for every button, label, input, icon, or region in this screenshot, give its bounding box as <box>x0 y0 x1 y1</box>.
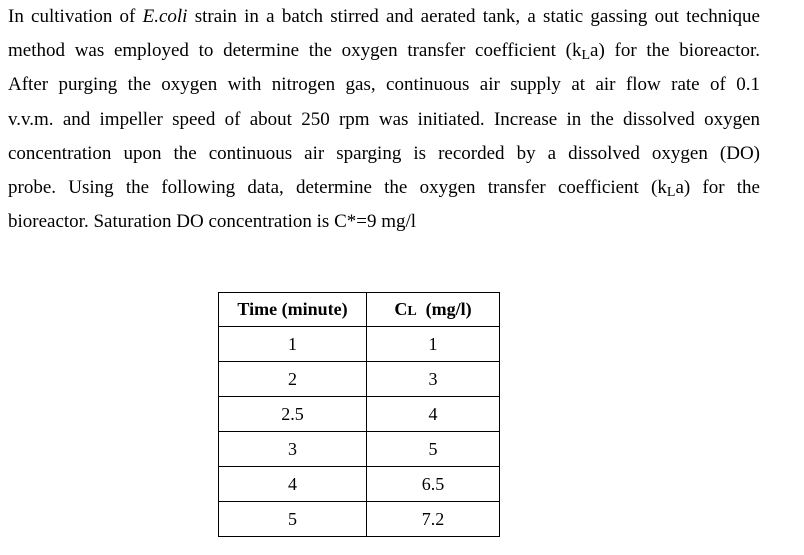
cell-concentration: 3 <box>367 362 500 397</box>
table-row <box>219 397 500 432</box>
text-segment: strain in a batch stirred and aerated tank, a static gassing out technique <box>187 6 760 27</box>
cell-concentration: 5 <box>367 432 500 467</box>
text-segment: a) for the <box>675 177 760 198</box>
text-segment: C <box>394 299 408 319</box>
table-row <box>219 362 500 397</box>
cell-time: 4 <box>219 467 367 502</box>
data-table <box>218 292 500 537</box>
header-time: Time (minute) <box>219 293 367 327</box>
text-segment: method was employed to determine the oxygen transfer coefficient (k <box>8 40 582 62</box>
cell-time: 5 <box>219 502 367 537</box>
text-segment: probe. Using the following data, determine the oxygen transfer coefficient (k <box>8 177 667 198</box>
problem-line-3: After purging the oxygen with nitrogen gas, continuous air supply at air flow rate of 0.1 <box>8 74 760 96</box>
problem-line-6 <box>8 171 760 205</box>
table-header-row <box>219 293 500 327</box>
problem-line-2 <box>8 34 760 68</box>
cell-concentration: 6.5 <box>367 467 500 502</box>
table-row <box>219 467 500 502</box>
text-segment: (mg/l) <box>416 299 472 319</box>
organism-name: E.coli <box>142 6 188 27</box>
problem-line-1 <box>8 0 760 34</box>
table-row <box>219 327 500 362</box>
problem-line-5: concentration upon the continuous air sparging is recorded by a dissolved oxygen (DO) <box>8 142 760 164</box>
cell-time: 2 <box>219 362 367 397</box>
problem-line-4: v.v.m. and impeller speed of about 250 rpm was initiated. Increase in the dissolved oxygen <box>8 108 760 130</box>
text-segment: a) for the bioreactor. <box>590 40 760 62</box>
problem-line-7: bioreactor. Saturation DO concentration is C*=9 mg/l <box>8 211 417 233</box>
cell-time: 1 <box>219 327 367 362</box>
table-row <box>219 432 500 467</box>
subscript: L <box>581 48 591 64</box>
cell-time: 2.5 <box>219 397 367 432</box>
cell-concentration: 7.2 <box>367 502 500 537</box>
table-row <box>219 502 500 537</box>
header-concentration <box>367 293 500 327</box>
cell-time: 3 <box>219 432 367 467</box>
subscript: L <box>666 185 676 200</box>
text-segment: In cultivation of <box>8 6 143 27</box>
cell-concentration: 1 <box>367 327 500 362</box>
cell-concentration: 4 <box>367 397 500 432</box>
subscript: L <box>407 304 417 319</box>
